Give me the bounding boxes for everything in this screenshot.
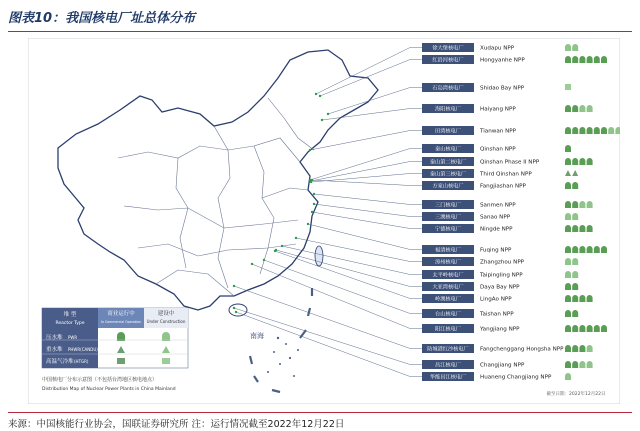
pwr-unit-icon bbox=[565, 127, 571, 134]
plant-site-marker bbox=[274, 250, 276, 252]
pwr-unit-icon bbox=[565, 145, 571, 152]
pwr-unit-icon bbox=[572, 325, 578, 332]
plant-name-en: Yangjiang NPP bbox=[480, 326, 520, 333]
pwr-unit-icon bbox=[587, 158, 593, 165]
plant-name-cn: 秦山第二核电厂 bbox=[429, 159, 467, 166]
plant-name-en: Tianwan NPP bbox=[480, 128, 517, 135]
pwr-unit-icon bbox=[601, 246, 607, 253]
pwr-unit-icon bbox=[572, 44, 578, 51]
plant-name-cn: 防城港红沙核电厂 bbox=[427, 346, 469, 353]
pwr-unit-icon bbox=[594, 56, 600, 63]
plant-site-marker bbox=[263, 259, 265, 261]
pwr-unit-icon bbox=[572, 158, 578, 165]
pwr-unit-icon bbox=[565, 158, 571, 165]
pwr-unit-icon bbox=[565, 56, 571, 63]
pwr-unit-icon bbox=[565, 182, 571, 189]
legend-phwr-cn: 重水堆 bbox=[46, 347, 63, 353]
pwr-unit-icon bbox=[565, 105, 571, 112]
legend-col-operating: 商业运行中 bbox=[107, 311, 135, 317]
pwr-unit-icon bbox=[587, 345, 593, 352]
plant-site-marker bbox=[313, 193, 315, 195]
top-divider bbox=[8, 31, 632, 32]
plant-name-en: Xudapu NPP bbox=[480, 45, 515, 52]
plant-name-cn: 田湾核电厂 bbox=[435, 128, 461, 135]
plant-name-en: Fangchenggang Hongsha NPP bbox=[480, 346, 564, 353]
pwr-unit-icon bbox=[565, 225, 571, 232]
plant-name-en: Taishan NPP bbox=[480, 311, 514, 318]
source-note: 来源：中国核能行业协会，国联证券研究所 注：运行情况截至2022年12月22日 bbox=[8, 419, 345, 430]
pwr-unit-icon bbox=[565, 246, 571, 253]
plant-name-cn: 三门核电厂 bbox=[435, 202, 461, 209]
pwr-unit-icon bbox=[601, 325, 607, 332]
nuclear-map-figure bbox=[28, 38, 620, 404]
plant-site-marker bbox=[235, 311, 237, 313]
pwr-unit-icon bbox=[587, 56, 593, 63]
pwr-unit-icon bbox=[565, 271, 571, 278]
pwr-unit-icon bbox=[579, 225, 585, 232]
plant-name-cn: 秦山第三核电厂 bbox=[429, 171, 467, 178]
plant-site-marker bbox=[233, 307, 235, 309]
plant-name-cn: 宁德核电厂 bbox=[435, 226, 461, 233]
pwr-unit-icon bbox=[587, 246, 593, 253]
plant-name-en: Shidao Bay NPP bbox=[480, 85, 525, 92]
plant-site-marker bbox=[311, 179, 313, 181]
plant-site-marker bbox=[309, 149, 311, 151]
plant-name-en: Daya Bay NPP bbox=[480, 284, 520, 291]
plant-name-cn: 漳州核电厂 bbox=[435, 259, 461, 266]
pwr-unit-icon bbox=[565, 295, 571, 302]
legend-col-operating-en: In Commercial Operation bbox=[101, 320, 141, 324]
pwr-unit-icon bbox=[572, 295, 578, 302]
pwr-unit-icon bbox=[572, 258, 578, 265]
pwr-unit-icon bbox=[587, 225, 593, 232]
plant-name-en: Haiyang NPP bbox=[480, 106, 516, 113]
plant-site-marker bbox=[307, 223, 309, 225]
hainan-island bbox=[229, 304, 247, 316]
map-caption: 中国核电厂分布示意图（不包括台湾地区核电地点） bbox=[42, 377, 158, 383]
plant-name-cn: 台山核电厂 bbox=[435, 311, 461, 318]
pwr-unit-icon bbox=[594, 127, 600, 134]
pwr-unit-icon bbox=[579, 246, 585, 253]
pwr-unit-icon bbox=[594, 325, 600, 332]
plant-name-cn: 太平岭核电厂 bbox=[432, 272, 464, 279]
plant-site-marker bbox=[233, 285, 235, 287]
plant-name-en: Huaneng Changjiang NPP bbox=[480, 374, 552, 381]
plant-site-marker bbox=[311, 211, 313, 213]
plant-site-marker bbox=[313, 203, 315, 205]
pwr-unit-icon bbox=[579, 127, 585, 134]
legend-pwr-operating-icon bbox=[117, 332, 125, 341]
pwr-unit-icon bbox=[587, 127, 593, 134]
plant-name-cn: 福清核电厂 bbox=[435, 247, 461, 254]
pwr-unit-icon bbox=[565, 44, 571, 51]
legend-col-type-en: Reactor Type bbox=[55, 321, 85, 326]
plant-name-cn: 大亚湾核电厂 bbox=[432, 284, 464, 291]
plant-name-en: Sanmen NPP bbox=[480, 202, 516, 209]
plant-name-en: Ningde NPP bbox=[480, 226, 513, 233]
south-sea-label: 南海 bbox=[250, 332, 264, 340]
pwr-unit-icon bbox=[565, 213, 571, 220]
plant-name-en: Taipingling NPP bbox=[480, 272, 523, 279]
pwr-unit-icon bbox=[587, 105, 593, 112]
pwr-unit-icon bbox=[572, 127, 578, 134]
plant-site-marker bbox=[251, 263, 253, 265]
plant-name-en: Zhangzhou NPP bbox=[480, 259, 525, 266]
plant-name-cn: 岭澳核电厂 bbox=[435, 296, 461, 303]
pwr-unit-icon bbox=[579, 295, 585, 302]
plant-name-en: Fuqing NPP bbox=[480, 247, 512, 254]
pwr-unit-icon bbox=[572, 105, 578, 112]
taiwan-island bbox=[315, 246, 323, 266]
plant-name-en: LingAo NPP bbox=[480, 296, 512, 303]
pwr-unit-icon bbox=[565, 373, 571, 380]
pwr-unit-icon bbox=[579, 201, 585, 208]
pwr-unit-icon bbox=[579, 105, 585, 112]
figure-canvas bbox=[28, 38, 620, 404]
plant-name-cn: 石岛湾核电厂 bbox=[432, 85, 464, 92]
plant-name-en: Third Qinshan NPP bbox=[480, 171, 532, 178]
pwr-unit-icon bbox=[608, 127, 614, 134]
legend-pwr-cn: 压水堆 bbox=[46, 335, 63, 341]
legend-pwr-construction-icon bbox=[162, 332, 170, 341]
plant-name-en: Fangjiashan NPP bbox=[480, 183, 526, 190]
plant-site-marker bbox=[321, 119, 323, 121]
legend-htgr-en: (HTGR) bbox=[74, 359, 89, 364]
pwr-unit-icon bbox=[565, 345, 571, 352]
plant-name-cn: 阳江核电厂 bbox=[435, 326, 461, 333]
pwr-unit-icon bbox=[572, 246, 578, 253]
pwr-unit-icon bbox=[601, 56, 607, 63]
legend-htgr-construction-icon bbox=[162, 358, 170, 364]
pwr-unit-icon bbox=[572, 283, 578, 290]
plant-name-en: Qinshan Phase II NPP bbox=[480, 159, 540, 166]
pwr-unit-icon bbox=[579, 56, 585, 63]
page-title: 图表10：我国核电厂址总体分布 bbox=[8, 11, 196, 26]
pwr-unit-icon bbox=[572, 361, 578, 368]
plant-site-marker bbox=[327, 113, 329, 115]
plant-name-cn: 徐大堡核电厂 bbox=[432, 45, 464, 52]
legend-phwr-en: PHWR(CANDU) bbox=[68, 347, 98, 352]
pwr-unit-icon bbox=[572, 182, 578, 189]
legend-col-construction: 建设中 bbox=[157, 311, 175, 317]
plant-name-en: Hongyanhe NPP bbox=[480, 57, 525, 64]
pwr-unit-icon bbox=[579, 345, 585, 352]
plant-name-en: Changjiang NPP bbox=[480, 362, 525, 369]
pwr-unit-icon bbox=[587, 325, 593, 332]
plant-site-marker bbox=[295, 237, 297, 239]
pwr-unit-icon bbox=[565, 310, 571, 317]
plant-name-cn: 方家山核电厂 bbox=[432, 183, 464, 190]
legend-pwr-en: PWR bbox=[68, 335, 78, 340]
bottom-divider bbox=[8, 412, 632, 413]
legend-htgr-operating-icon bbox=[117, 358, 125, 364]
pwr-unit-icon bbox=[587, 295, 593, 302]
reactor-legend bbox=[42, 308, 188, 368]
plant-name-cn: 海阳核电厂 bbox=[435, 106, 461, 113]
pwr-unit-icon bbox=[572, 310, 578, 317]
pwr-unit-icon bbox=[579, 361, 585, 368]
pwr-unit-icon bbox=[565, 201, 571, 208]
pwr-unit-icon bbox=[587, 361, 593, 368]
pwr-unit-icon bbox=[565, 283, 571, 290]
pwr-unit-icon bbox=[579, 158, 585, 165]
plant-name-en: Qinshan NPP bbox=[480, 146, 516, 153]
plant-name-cn: 三澳核电厂 bbox=[435, 214, 461, 221]
pwr-unit-icon bbox=[572, 201, 578, 208]
plant-name-cn: 昌江核电厂 bbox=[435, 362, 461, 369]
map-caption-en: Distribution Map of Nuclear Power Plants in China Mainland bbox=[42, 387, 176, 392]
legend-htgr-cn: 高温气冷堆 bbox=[46, 359, 74, 365]
htgr-unit-icon bbox=[565, 84, 571, 90]
plant-site-marker bbox=[281, 245, 283, 247]
pwr-unit-icon bbox=[572, 225, 578, 232]
plant-name-cn: 红沿河核电厂 bbox=[432, 57, 464, 64]
pwr-unit-icon bbox=[601, 127, 607, 134]
pwr-unit-icon bbox=[572, 213, 578, 220]
pwr-unit-icon bbox=[572, 56, 578, 63]
legend-col-construction-en: Under Construction bbox=[146, 319, 186, 324]
pwr-unit-icon bbox=[572, 271, 578, 278]
data-cutoff-date: 截至日期：2022年12月22日 bbox=[546, 392, 606, 397]
pwr-unit-icon bbox=[579, 325, 585, 332]
plant-name-cn: 华能昌江核电厂 bbox=[429, 374, 467, 381]
plant-name-en: Sanao NPP bbox=[480, 214, 511, 221]
pwr-unit-icon bbox=[594, 246, 600, 253]
pwr-unit-icon bbox=[565, 258, 571, 265]
plant-name-cn: 秦山核电厂 bbox=[435, 146, 461, 153]
plant-site-marker bbox=[315, 93, 317, 95]
pwr-unit-icon bbox=[565, 361, 571, 368]
pwr-unit-icon bbox=[565, 325, 571, 332]
plant-site-marker bbox=[319, 95, 321, 97]
pwr-unit-icon bbox=[572, 345, 578, 352]
pwr-unit-icon bbox=[587, 201, 593, 208]
legend-col-type: 堆 型 bbox=[63, 312, 77, 318]
